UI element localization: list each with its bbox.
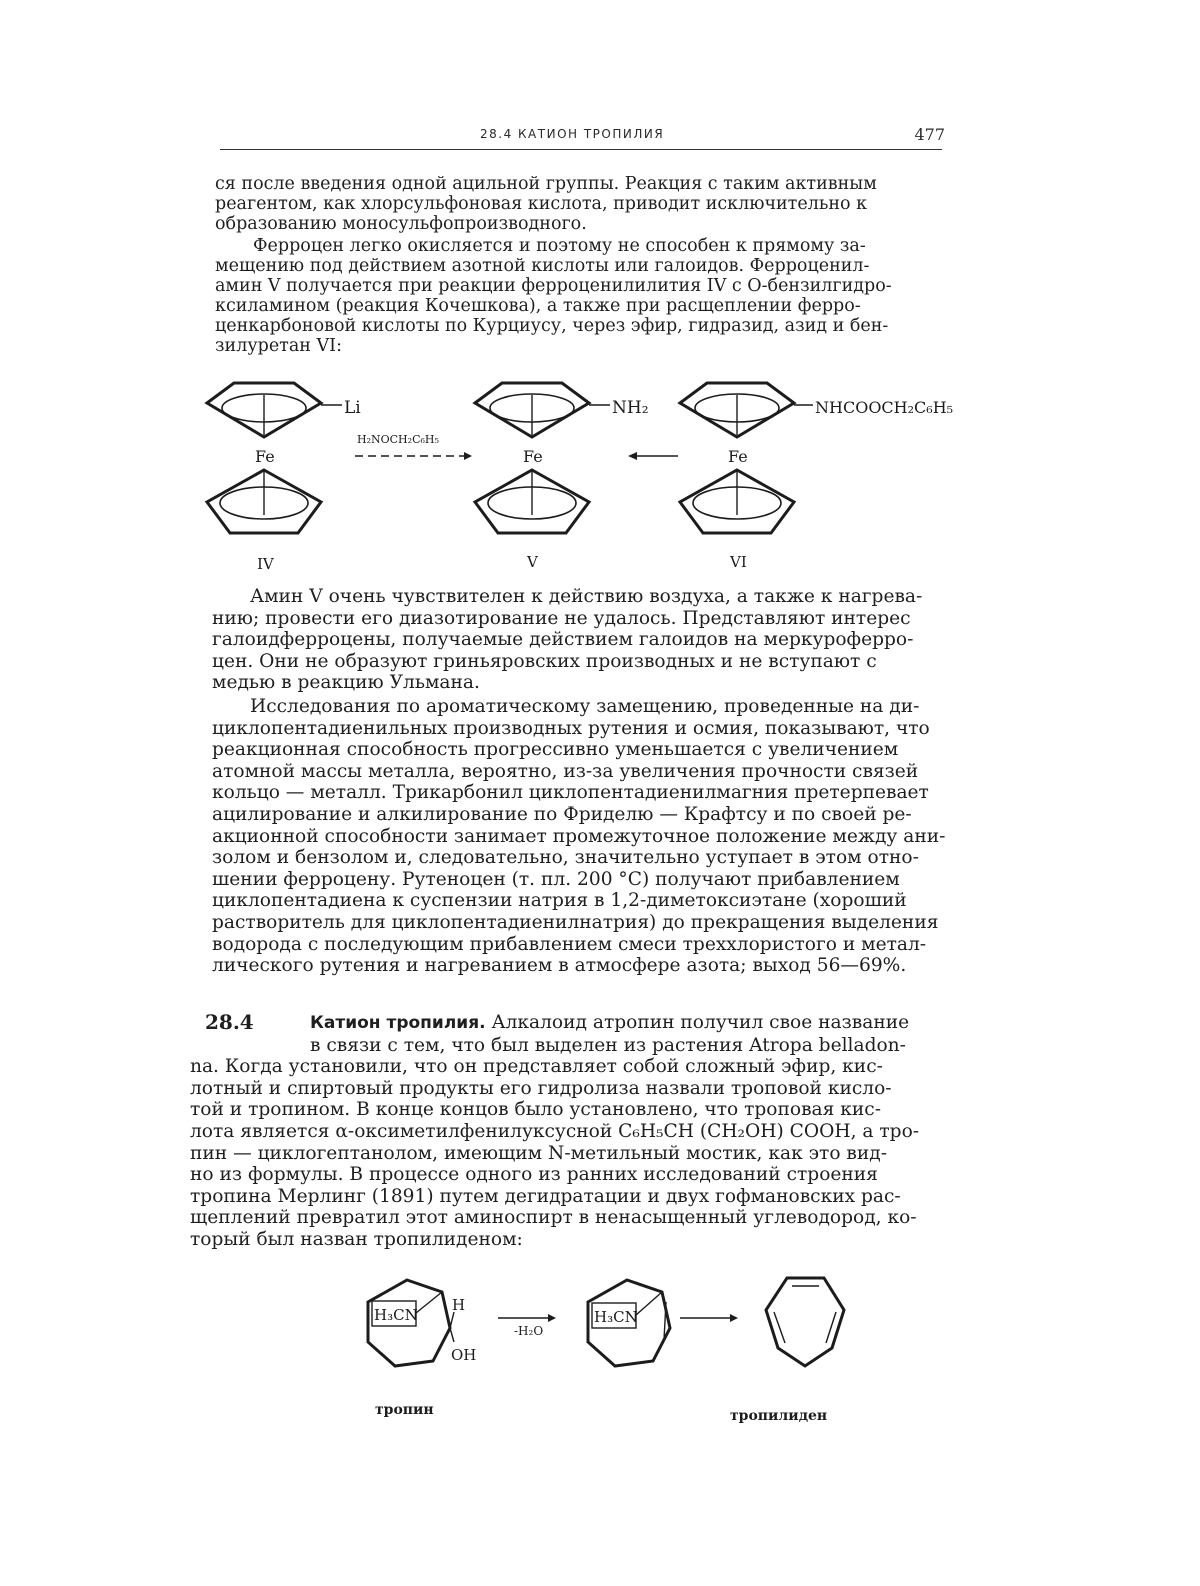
tropine-scheme <box>360 1268 860 1428</box>
text-line: щеплений превратил этот аминоспирт в ненасыщенный углеводород, ко- <box>190 1207 975 1229</box>
text-line: Исследования по ароматическому замещению, проведенные на ди- <box>212 696 969 718</box>
tropine-bridge-label: H₃CN <box>374 1306 418 1324</box>
tropine-caption: тропин <box>375 1402 434 1418</box>
text-block-middle <box>212 586 969 977</box>
vi-substituent: NHCOOCH₂C₆H₅ <box>815 398 953 417</box>
v-metal-label: Fe <box>523 447 543 466</box>
text-line: циклопентадиена к суспензии натрия в 1,2-диметоксиэтане (хороший <box>212 890 969 912</box>
text-line: реагентом, как хлорсульфоновая кислота, приводит исключительно к <box>215 194 948 214</box>
arrow-head <box>548 1314 556 1322</box>
text-line: тропина Мерлинг (1891) путем дегидратации и двух гофмановских рас- <box>190 1186 975 1208</box>
running-head <box>215 125 950 147</box>
text-line: в связи с тем, что был выделен из растения Atropa belladon- <box>190 1035 975 1057</box>
compound-label-v: V <box>526 553 539 571</box>
compound-label-iv: IV <box>257 555 275 573</box>
text-line: растворитель для циклопентадиенилнатрия) до прекращения выделения <box>212 912 969 934</box>
text-line: реакционная способность прогрессивно уменьшается с увеличением <box>212 739 969 761</box>
text-line: зилуретан VI: <box>215 336 948 356</box>
text-line: водорода с последующим прибавлением смеси треххлористого и метал- <box>212 934 969 956</box>
iv-substituent: Li <box>344 398 361 418</box>
text-line: но из формулы. В процессе одного из ранних исследований строения <box>190 1164 975 1186</box>
text-line: галоидферроцены, получаемые действием галоидов на меркуроферро- <box>212 629 969 651</box>
header-rule <box>220 149 942 150</box>
section-first-line <box>190 1012 975 1035</box>
text-line: Алкалоид атропин получил свое название <box>492 1012 910 1033</box>
ferrocenyllithium-structure <box>207 383 361 533</box>
compound-label-vi: VI <box>729 553 747 571</box>
text-line: Ферроцен легко окисляется и поэтому не способен к прямому за- <box>215 236 948 256</box>
arrow-head <box>628 452 637 460</box>
text-line: нию; провести его диазотирование не удалось. Представляют интерес <box>212 608 969 630</box>
intermediate-structure <box>588 1280 670 1366</box>
tropilidene-caption: тропилиден <box>730 1408 827 1424</box>
ferrocene-scheme <box>200 375 980 575</box>
tropine-oh-label: OH <box>451 1346 476 1364</box>
text-line: ценкарбоновой кислоты по Курциусу, через эфир, гидразид, азид и бен- <box>215 316 948 336</box>
reagent-label: H₂NOCH₂C₆H₅ <box>357 433 439 446</box>
running-title: 28.4 КАТИОН ТРОПИЛИЯ <box>480 127 664 141</box>
intermediate-bridge-label: H₃CN <box>594 1308 638 1326</box>
text-line: кольцо — металл. Трикарбонил циклопентадиенилмагния претерпевает <box>212 782 969 804</box>
section-title: Катион тропилия. <box>310 1013 486 1033</box>
page-number: 477 <box>914 125 945 144</box>
section-body <box>190 1012 975 1251</box>
text-block-top <box>215 174 948 356</box>
text-line: цен. Они не образуют гриньяровских производных и не вступают с <box>212 651 969 673</box>
text-line: лического рутения и нагреванием в атмосфере азота; выход 56—69%. <box>212 955 969 977</box>
ferrocenylamine-structure <box>475 383 649 533</box>
arrow-head <box>730 1314 738 1322</box>
text-line: Амин V очень чувствителен к действию воздуха, а также к нагрева- <box>212 586 969 608</box>
iv-metal-label: Fe <box>255 447 275 466</box>
text-line: той и тропином. В конце концов было установлено, что троповая кис- <box>190 1099 975 1121</box>
tropilidene-structure <box>766 1278 844 1366</box>
arrow-head <box>464 452 472 460</box>
text-line: na. Когда установили, что он представляет собой сложный эфир, кис- <box>190 1056 975 1078</box>
section-number: 28.4 <box>205 1010 254 1034</box>
text-line: образованию моносульфопроизводного. <box>215 214 948 234</box>
vi-metal-label: Fe <box>728 447 748 466</box>
text-line: ацилирование и алкилирование по Фриделю — Крафтсу и по своей ре- <box>212 804 969 826</box>
text-line: циклопентадиенильных производных рутения и осмия, показывают, что <box>212 718 969 740</box>
text-line: лотный и спиртовый продукты его гидролиза назвали троповой кисло- <box>190 1078 975 1100</box>
text-line: мещению под действием азотной кислоты или галоидов. Ферроценил- <box>215 256 948 276</box>
dehydration-reagent: -H₂O <box>514 1324 543 1338</box>
text-line: акционной способности занимает промежуточное положение между ани- <box>212 826 969 848</box>
v-substituent: NH₂ <box>612 398 649 418</box>
text-line: ксиламином (реакция Кочешкова), а также при расщеплении ферро- <box>215 296 948 316</box>
benzylurethane-structure <box>680 383 953 533</box>
text-line: амин V получается при реакции ферроценилилития IV с О-бензилгидро- <box>215 276 948 296</box>
tropine-h-label: H <box>452 1296 465 1314</box>
text-line: ся после введения одной ацильной группы. Реакция с таким активным <box>215 174 948 194</box>
text-line: атомной массы металла, вероятно, из-за увеличения прочности связей <box>212 761 969 783</box>
text-line: лота является α-оксиметилфенилуксусной C₆H₅CH (CH₂OH) COOH, а тро- <box>190 1121 975 1143</box>
document-page <box>0 0 1200 1586</box>
tropine-structure <box>368 1280 476 1366</box>
text-line: медью в реакцию Ульмана. <box>212 672 969 694</box>
text-line: золом и бензолом и, следовательно, значительно уступает в этом отно- <box>212 847 969 869</box>
text-line: пин — циклогептанолом, имеющим N-метильный мостик, как это вид- <box>190 1143 975 1165</box>
text-line: шении ферроцену. Рутеноцен (т. пл. 200 °C) получают прибавлением <box>212 869 969 891</box>
text-line: торый был назван тропилиденом: <box>190 1229 975 1251</box>
